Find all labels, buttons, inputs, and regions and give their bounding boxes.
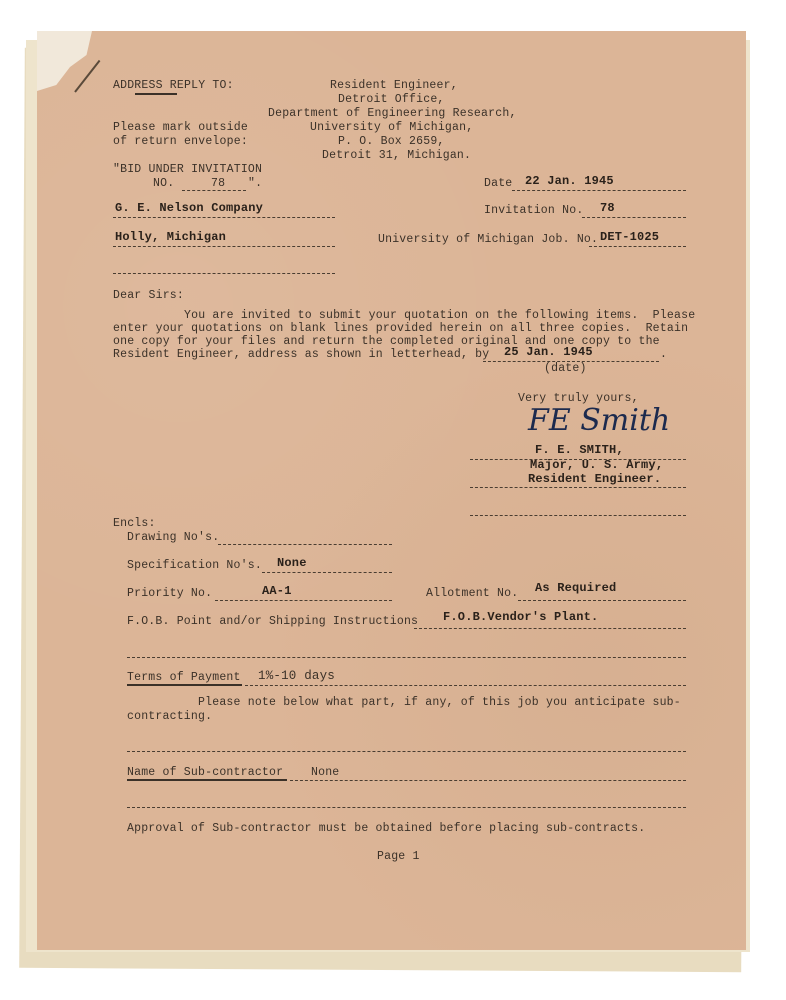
bid-invitation-line: "BID UNDER INVITATION <box>113 163 263 176</box>
allotment-field[interactable] <box>518 600 686 601</box>
subcontract-note-line-1: Please note below what part, if any, of this job you anticipate sub- <box>127 696 681 709</box>
enclosures-label: Encls: <box>113 517 156 530</box>
address-line-3-field[interactable] <box>113 273 335 274</box>
bid-invitation-no-label: NO. <box>153 177 175 190</box>
subcontractor-name-value: None <box>311 766 340 779</box>
fob-label: F.O.B. Point and/or Shipping Instructions <box>127 615 419 628</box>
signature: FE Smith <box>528 403 671 438</box>
due-date-value: 25 Jan. 1945 <box>504 345 593 359</box>
subcontract-blank-line-2[interactable] <box>127 807 686 808</box>
spec-field[interactable] <box>262 572 392 573</box>
body-line-1: You are invited to submit your quotation on the following items. Please <box>113 309 696 322</box>
invitation-no-value: 78 <box>600 201 615 215</box>
job-no-label: University of Michigan Job. No. <box>378 233 599 246</box>
drawing-field[interactable] <box>218 544 392 545</box>
company-field[interactable] <box>113 217 335 218</box>
bid-invitation-no-value: 78 <box>211 177 226 190</box>
date-value: 22 Jan. 1945 <box>525 174 614 188</box>
terms-label: Terms of Payment <box>127 671 241 684</box>
date-field[interactable] <box>512 190 686 191</box>
location-field[interactable] <box>113 246 335 247</box>
signer-rank: Major, U. S. Army, <box>530 458 664 472</box>
body-line-2: enter your quotations on blank lines provided herein on all three copies. Retain <box>113 322 689 335</box>
job-no-value: DET-1025 <box>600 230 660 244</box>
signer-name: F. E. SMITH, <box>535 443 624 457</box>
salutation: Dear Sirs: <box>113 289 185 302</box>
date-label: Date <box>484 177 513 190</box>
subcontract-blank-line-1[interactable] <box>127 751 686 752</box>
bid-invitation-close: ". <box>248 177 263 190</box>
signer-extra-line <box>470 515 686 516</box>
mark-outside-line-1: Please mark outside <box>113 121 248 134</box>
priority-label: Priority No. <box>127 587 213 600</box>
priority-field[interactable] <box>215 600 392 601</box>
fob-value: F.O.B.Vendor's Plant. <box>443 610 599 624</box>
allotment-label: Allotment No. <box>426 587 519 600</box>
spec-value: None <box>277 556 307 570</box>
address-reply-underline <box>135 93 177 95</box>
pencil-mark <box>74 60 100 93</box>
page-number: Page 1 <box>377 850 420 863</box>
invitation-no-field[interactable] <box>582 217 686 218</box>
fob-field[interactable] <box>414 628 686 629</box>
address-reply-label: ADDRESS REPLY TO: <box>113 79 234 92</box>
blank-line-1[interactable] <box>127 657 686 658</box>
mark-outside-line-2: of return envelope: <box>113 135 248 148</box>
terms-field[interactable] <box>245 685 686 686</box>
approval-note: Approval of Sub-contractor must be obtained before placing sub-contracts. <box>127 822 646 835</box>
allotment-value: As Required <box>535 581 617 595</box>
due-date-caption: (date) <box>544 362 587 375</box>
subcontractor-name-field[interactable] <box>290 780 686 781</box>
subcontractor-label-underline <box>127 779 287 781</box>
signer-title: Resident Engineer. <box>528 472 662 486</box>
subcontract-note-line-2: contracting. <box>127 710 213 723</box>
spec-label: Specification No's. <box>127 559 262 572</box>
company-value: G. E. Nelson Company <box>115 201 264 215</box>
location-value: Holly, Michigan <box>115 230 227 244</box>
drawing-label: Drawing No's. <box>127 531 220 544</box>
address-line-1: Resident Engineer, <box>330 79 458 92</box>
closing: Very truly yours, <box>518 392 639 405</box>
address-line-4: University of Michigan, <box>310 121 474 134</box>
invitation-no-label: Invitation No. <box>484 204 584 217</box>
body-line-4: Resident Engineer, address as shown in letterhead, by <box>113 348 490 361</box>
address-line-6: Detroit 31, Michigan. <box>322 149 472 162</box>
priority-value: AA-1 <box>262 584 292 598</box>
body-line-3: one copy for your files and return the completed original and one copy to the <box>113 335 660 348</box>
address-line-5: P. O. Box 2659, <box>338 135 445 148</box>
job-no-field[interactable] <box>589 246 686 247</box>
terms-value: 1%-10 days <box>258 669 336 683</box>
terms-label-underline <box>127 684 242 686</box>
address-line-2: Detroit Office, <box>338 93 445 106</box>
body-period: . <box>660 348 668 361</box>
address-line-3: Department of Engineering Research, <box>268 107 517 120</box>
subcontractor-name-label: Name of Sub-contractor <box>127 766 284 779</box>
bid-invitation-no-field[interactable] <box>182 190 246 191</box>
signer-title-line <box>470 487 686 488</box>
